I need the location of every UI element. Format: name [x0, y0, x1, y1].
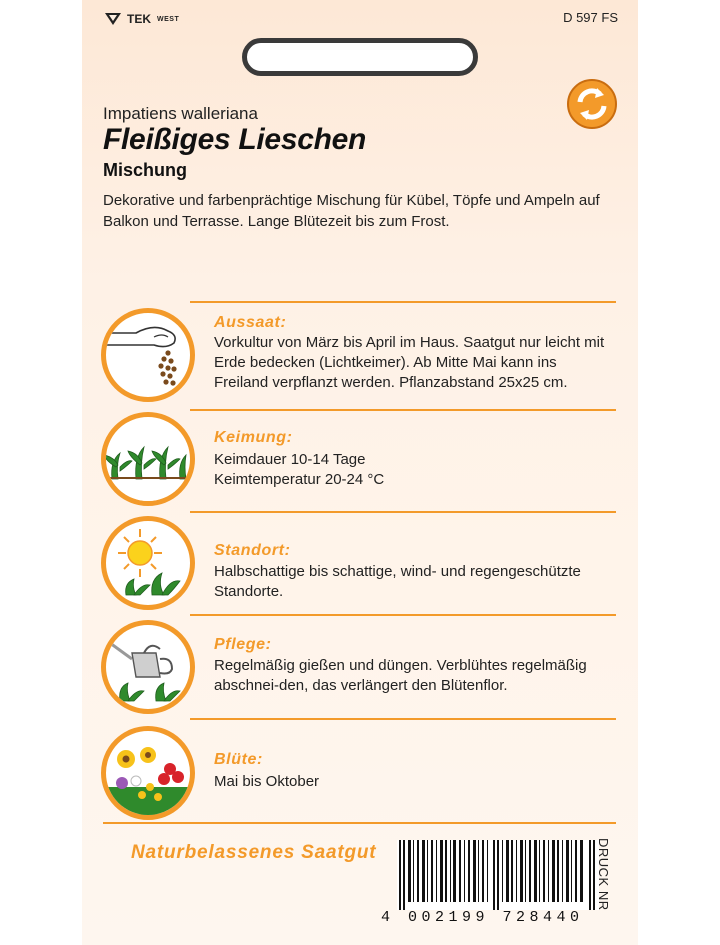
print-number-label: DRUCK NR — [596, 838, 611, 911]
section-text-keimung: Keimdauer 10-14 Tage Keimtemperatur 20-24 °C — [214, 451, 385, 488]
sowing-hand-icon — [101, 308, 195, 402]
section-divider — [190, 301, 616, 303]
section-divider — [190, 409, 616, 411]
footer-divider — [103, 822, 616, 824]
sun-plants-icon — [101, 516, 195, 610]
section-title-pflege: Pflege: — [214, 636, 272, 653]
tagline: Naturbelassenes Saatgut — [131, 842, 377, 863]
brand-sub: WEST — [157, 15, 180, 23]
seedlings-icon — [101, 412, 195, 506]
product-title: Fleißiges Lieschen — [103, 123, 367, 156]
section-divider — [190, 614, 616, 616]
section-text-standort: Halbschattige bis schattige, wind- und regengeschützte Standorte. — [214, 563, 581, 600]
product-code: D 597 FS — [563, 10, 618, 25]
section-divider — [190, 511, 616, 513]
recycle-icon — [566, 78, 618, 130]
section-title-keimung: Keimung: — [214, 429, 293, 446]
section-title-aussaat: Aussaat: — [214, 314, 287, 331]
tek-logo-icon — [103, 11, 123, 27]
brand-name: TEK — [127, 12, 151, 26]
section-title-bluete: Blüte: — [214, 751, 263, 768]
product-subtitle: Mischung — [103, 160, 187, 180]
barcode-number: 4 002199 728440 — [381, 909, 584, 926]
barcode — [397, 840, 599, 910]
section-text-pflege: Regelmäßig gießen und düngen. Verblühtes regelmäßig abschnei-den, das verlängert den Blütenflor. — [214, 657, 587, 694]
section-text-bluete: Mai bis Oktober — [214, 773, 320, 790]
watering-can-icon — [101, 620, 195, 714]
latin-name: Impatiens walleriana — [103, 104, 258, 123]
section-title-standort: Standort: — [214, 542, 291, 559]
flowers-icon — [101, 726, 195, 820]
section-text-aussaat: Vorkultur von März bis April im Haus. Saatgut nur leicht mit Erde bedecken (Lichtkeimer). Ab Mitte Mai kann ins Freiland verpflanzt werden. Pflanzabstand 25x25 cm. — [214, 334, 605, 391]
brand-logo — [103, 11, 179, 27]
product-description: Dekorative und farbenprächtige Mischung für Kübel, Töpfe und Ampeln auf Balkon und Terrasse. Lange Blütezeit bis zum Frost. — [103, 192, 600, 230]
section-divider — [190, 718, 616, 720]
hang-hole — [242, 38, 478, 76]
